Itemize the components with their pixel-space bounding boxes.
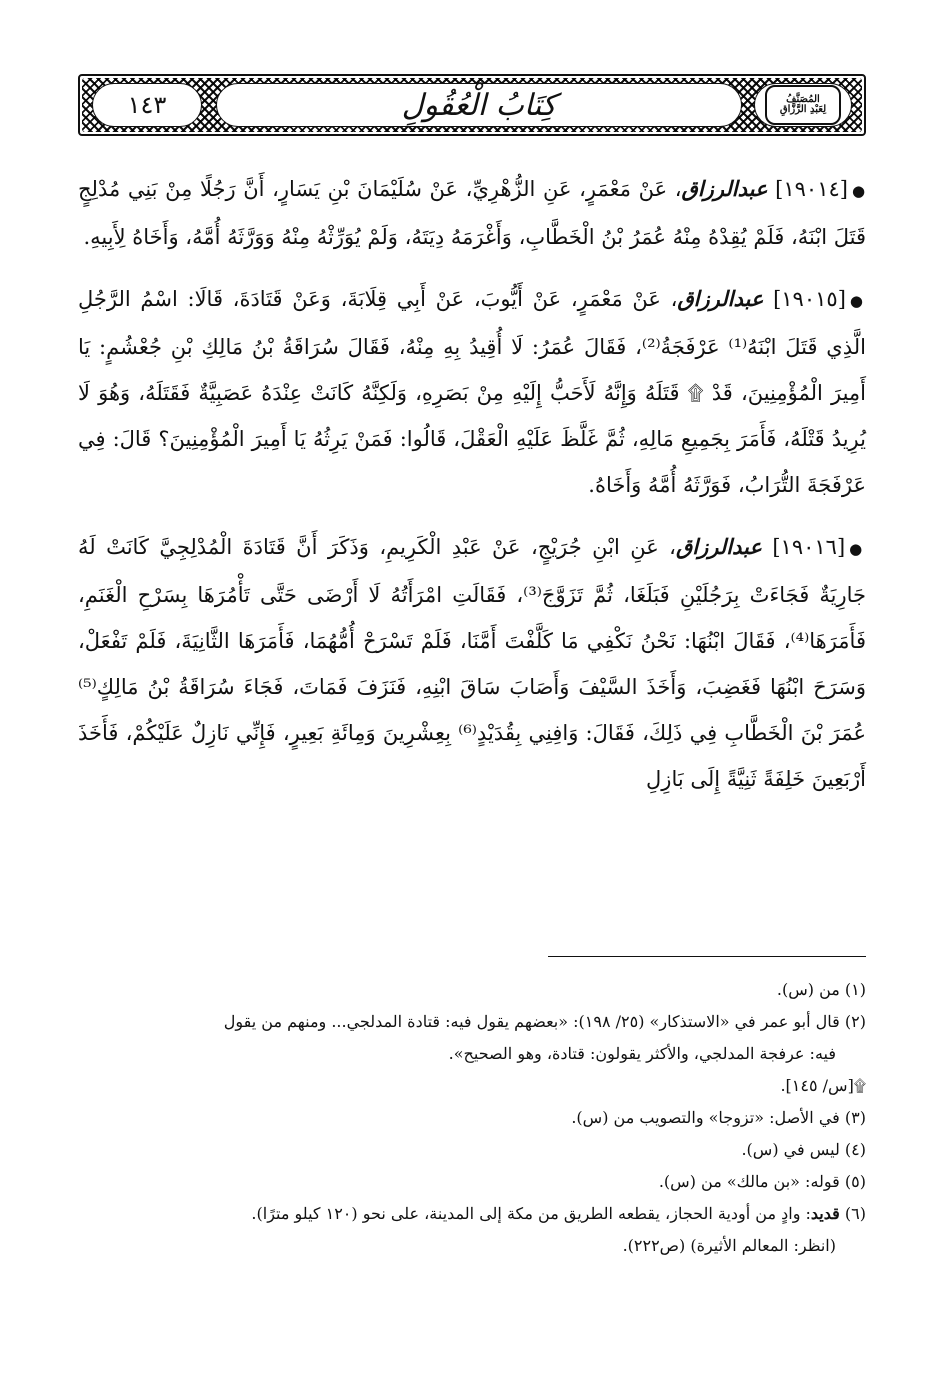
footnote-label: ۩ — [853, 1076, 866, 1095]
book-emblem — [765, 85, 841, 125]
hadith-author: عبدالرزاق — [675, 534, 762, 559]
hadith-author: عبدالرزاق — [677, 286, 764, 311]
page-header — [78, 74, 866, 136]
running-title-box — [216, 83, 742, 127]
footnote — [78, 1070, 866, 1102]
hadith-author: عبدالرزاق — [681, 176, 768, 201]
footnote — [78, 1166, 866, 1198]
footnote-continuation: (انظر: المعالم الأثيرة) (ص٢٢٢). — [622, 1236, 836, 1255]
footnote — [78, 974, 866, 1006]
hadith-entry — [78, 276, 866, 508]
footnote-divider — [548, 956, 866, 957]
hadith-text: ، عَنْ مَعْمَرٍ، عَنْ أَيُّوبَ، عَنْ أَبِي قِلَابَةَ، وَعَنْ قَتَادَةَ، قَالَا: اسْمُ الرَّجُلِ الَّذِي قَتَلَ ابْنَهُ⁽¹⁾ عَرْفَجَةُ⁽²⁾، فَقَالَ عُمَرُ: لَا أُقِيدُ بِهِ مِنْهُ، فَقَالَ سُرَاقَةُ بْنُ مَالِكِ بْنِ جُعْشُمٍ: يَا أَمِيرَ الْمُؤْمِنِينَ، قَدْ ۩ قَتَلَهُ وَإِنَّهُ لَأَحَبُّ إِلَيْهِ مِنْ بَصَرِهِ، وَلَكِنَّهُ كَانَتْ عِنْدَهُ عَصَبِيَّةٌ فَقَتَلَهُ، وَهُوَ لَا يُرِيدُ قَتْلَهُ، فَأَمَرَ بِجَمِيعِ مَالِهِ، ثُمَّ غَلَّظَ عَلَيْهِ الْعَقْلَ، قَالُوا: فَمَنْ يَرِثُهُ يَا أَمِيرَ الْمُؤْمِنِينَ؟ قَالَ: فِي عَرْفَجَةَ التُّرَابُ، فَوَرَّثَهُ أُمَّهُ وَأَخَاهُ. — [78, 287, 866, 497]
footnote — [78, 1006, 866, 1038]
hadith-number: [١٩٠١٦] — [772, 535, 846, 559]
hadith-entry — [78, 166, 866, 260]
footnote-text: ليس في (س). — [741, 1140, 840, 1159]
hadith-entry — [78, 524, 866, 802]
footnote-label: (٤) — [844, 1140, 866, 1159]
footnote-continuation: فيه: عرفجة المدلجي، والأكثر يقولون: قتادة، وهو الصحيح». — [448, 1044, 836, 1063]
footnote — [78, 1198, 866, 1230]
footnote-text: في الأصل: «تزوجا» والتصويب من (س). — [571, 1108, 840, 1127]
footnote-label: (٥) — [844, 1172, 866, 1191]
page-number: ١٤٣ — [127, 91, 167, 119]
footnote-text: [س/ ١٤٥]. — [780, 1076, 854, 1095]
hadith-text: ، عَنْ مَعْمَرٍ، عَنِ الزُّهْرِيِّ، عَنْ سُلَيْمَانَ بْنِ يَسَارٍ، أَنَّ رَجُلًا مِنْ بَنِي مُدْلِجٍ قَتَلَ ابْنَهُ، فَلَمْ يُقِدْهُ مِنْهُ عُمَرُ بْنُ الْخَطَّابِ، وَأَغْرَمَهُ دِيَتَهُ، وَلَمْ يُوَرِّثْهُ مِنْهُ وَوَرَّثَهُ أُمَّهُ، وَأَخَاهُ لِأَبِيهِ. — [78, 177, 866, 249]
hadith-number: [١٩٠١٤] — [775, 177, 848, 201]
hadith-text: ، عَنِ ابْنِ جُرَيْجٍ، عَنْ عَبْدِ الْكَرِيمِ، وَذَكَرَ أَنَّ قَتَادَةَ الْمُدْلِجِيَّ كَانَتْ لَهُ جَارِيَةٌ فَجَاءَتْ بِرَجُلَيْنِ فَبَلَغَا، ثُمَّ تَزَوَّجَ⁽³⁾، فَقَالَتِ امْرَأَتُهُ لَا أَرْضَى حَتَّى تَأْمُرَهَا بِسَرْحِ الْغَنَمِ، فَأَمَرَهَا⁽⁴⁾، فَقَالَ ابْنُهَا: نَحْنُ نَكْفِي مَا كَلَّفْتَ أَمَّنَا، فَلَمْ تَسْرَحْ أُمُّهُمَا، فَأَمَرَهَا الثَّانِيَةَ، فَلَمْ تَفْعَلْ، وَسَرَحَ ابْنُهَا فَغَضِبَ، وَأَخَذَ السَّيْفَ وَأَصَابَ سَاقَ ابْنِهِ، فَنَزَفَ فَمَاتَ، فَجَاءَ سُرَاقَةُ بْنُ مَالِكٍ⁽⁵⁾ عُمَرَ بْنَ الْخَطَّابِ فِي ذَلِكَ، فَقَالَ: وَافِنِي بِقُدَيْدٍ⁽⁶⁾ بِعِشْرِينَ وَمِائَةِ بَعِيرٍ، فَإِنِّي نَازِلٌ عَلَيْكُمْ، فَأَخَذَ أَرْبَعِينَ خَلِفَةً ثَنِيَّةً إِلَى بَازِلِ — [78, 535, 867, 791]
emblem-line-2: لِعَبْدِ الرَّزَّاقِ — [779, 104, 827, 115]
emblem-box — [754, 83, 852, 127]
footnote-label: (٢) — [844, 1012, 866, 1031]
running-title: كِتَابُ الْعُقُولِ — [401, 87, 557, 123]
footnotes — [78, 974, 866, 1262]
footnote-text: قال أبو عمر في «الاستذكار» (٢٥/ ١٩٨): «بعضهم يقول فيه: قتادة المدلجي... ومنهم من يقول — [223, 1012, 840, 1031]
bullet-icon: ● — [851, 182, 866, 200]
hadith-number: [١٩٠١٥] — [773, 287, 846, 311]
emblem-line-1: المُصَنَّفُ — [786, 94, 820, 105]
footnote-text: قوله: «بن مالك» من (س). — [658, 1172, 840, 1191]
main-text — [78, 166, 866, 818]
footnote — [78, 1102, 866, 1134]
footnote-text: : وادٍ من أودية الحجاز، يقطعه الطريق من مكة إلى المدينة، على نحو (١٢٠ كيلو مترًا). — [251, 1204, 811, 1223]
footnote-label: (١) — [844, 980, 866, 999]
footnote-term: قديد — [810, 1204, 840, 1223]
footnote-label: (٦) — [844, 1204, 866, 1223]
bullet-icon: ● — [849, 540, 866, 558]
page-number-box — [92, 83, 202, 127]
footnote — [78, 1134, 866, 1166]
footnote-label: (٣) — [844, 1108, 866, 1127]
footnote-text: من (س). — [776, 980, 840, 999]
page — [78, 74, 866, 1344]
bullet-icon: ● — [849, 292, 866, 310]
